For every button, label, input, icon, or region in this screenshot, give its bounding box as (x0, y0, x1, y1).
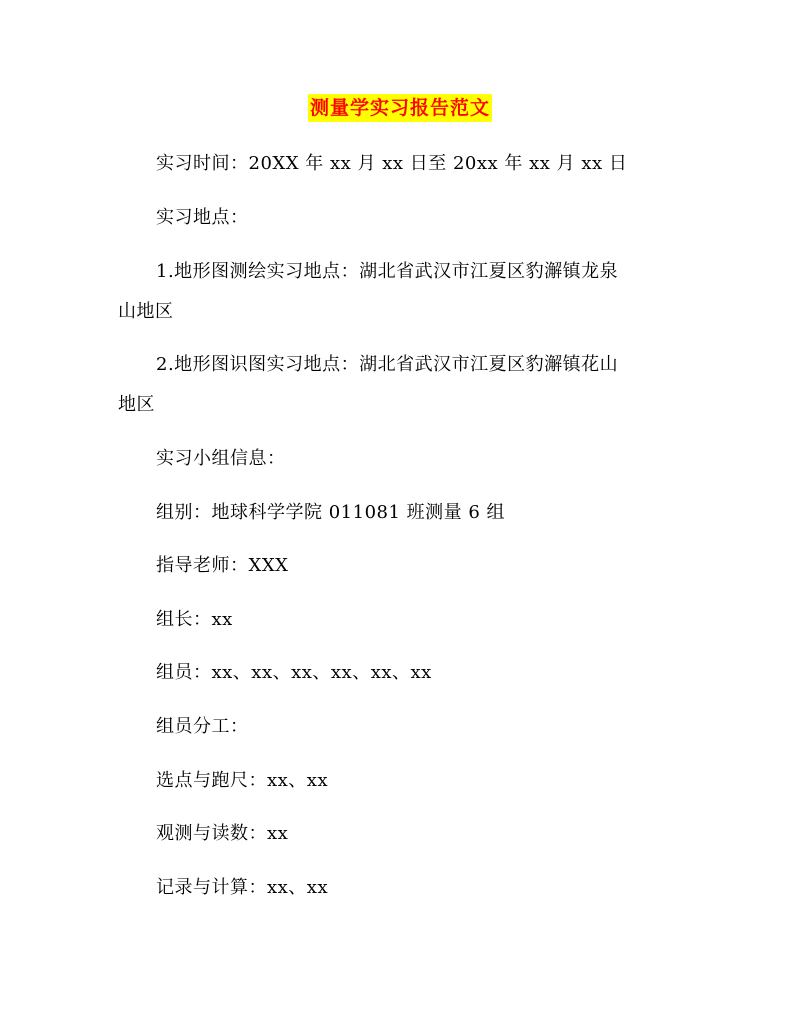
paragraph-location-2: 2.地形图识图实习地点：湖北省武汉市江夏区豹澥镇花山 (156, 354, 619, 375)
paragraph-group-info-label: 实习小组信息： (156, 448, 286, 469)
paragraph-internship-time: 实习时间：20XX 年 xx 月 xx 日至 20xx 年 xx 月 xx 日 (156, 153, 628, 174)
document-title: 测量学实习报告范文 (308, 94, 492, 122)
paragraph-members: 组员：xx、xx、xx、xx、xx、xx (156, 662, 432, 683)
paragraph-advisor: 指导老师：XXX (156, 555, 289, 576)
paragraph-leader: 组长：xx (156, 609, 233, 630)
paragraph-recording: 记录与计算：xx、xx (156, 877, 329, 898)
paragraph-location-1-continued: 山地区 (118, 301, 174, 322)
paragraph-division-label: 组员分工： (156, 716, 249, 737)
paragraph-group: 组别：地球科学学院 011081 班测量 6 组 (156, 502, 506, 523)
paragraph-internship-location-label: 实习地点： (156, 207, 249, 228)
paragraph-location-2-continued: 地区 (118, 394, 155, 415)
paragraph-observation: 观测与读数：xx (156, 823, 289, 844)
paragraph-location-1: 1.地形图测绘实习地点：湖北省武汉市江夏区豹澥镇龙泉 (156, 261, 619, 282)
paragraph-point-selection: 选点与跑尺：xx、xx (156, 770, 329, 791)
title-container (0, 94, 800, 122)
